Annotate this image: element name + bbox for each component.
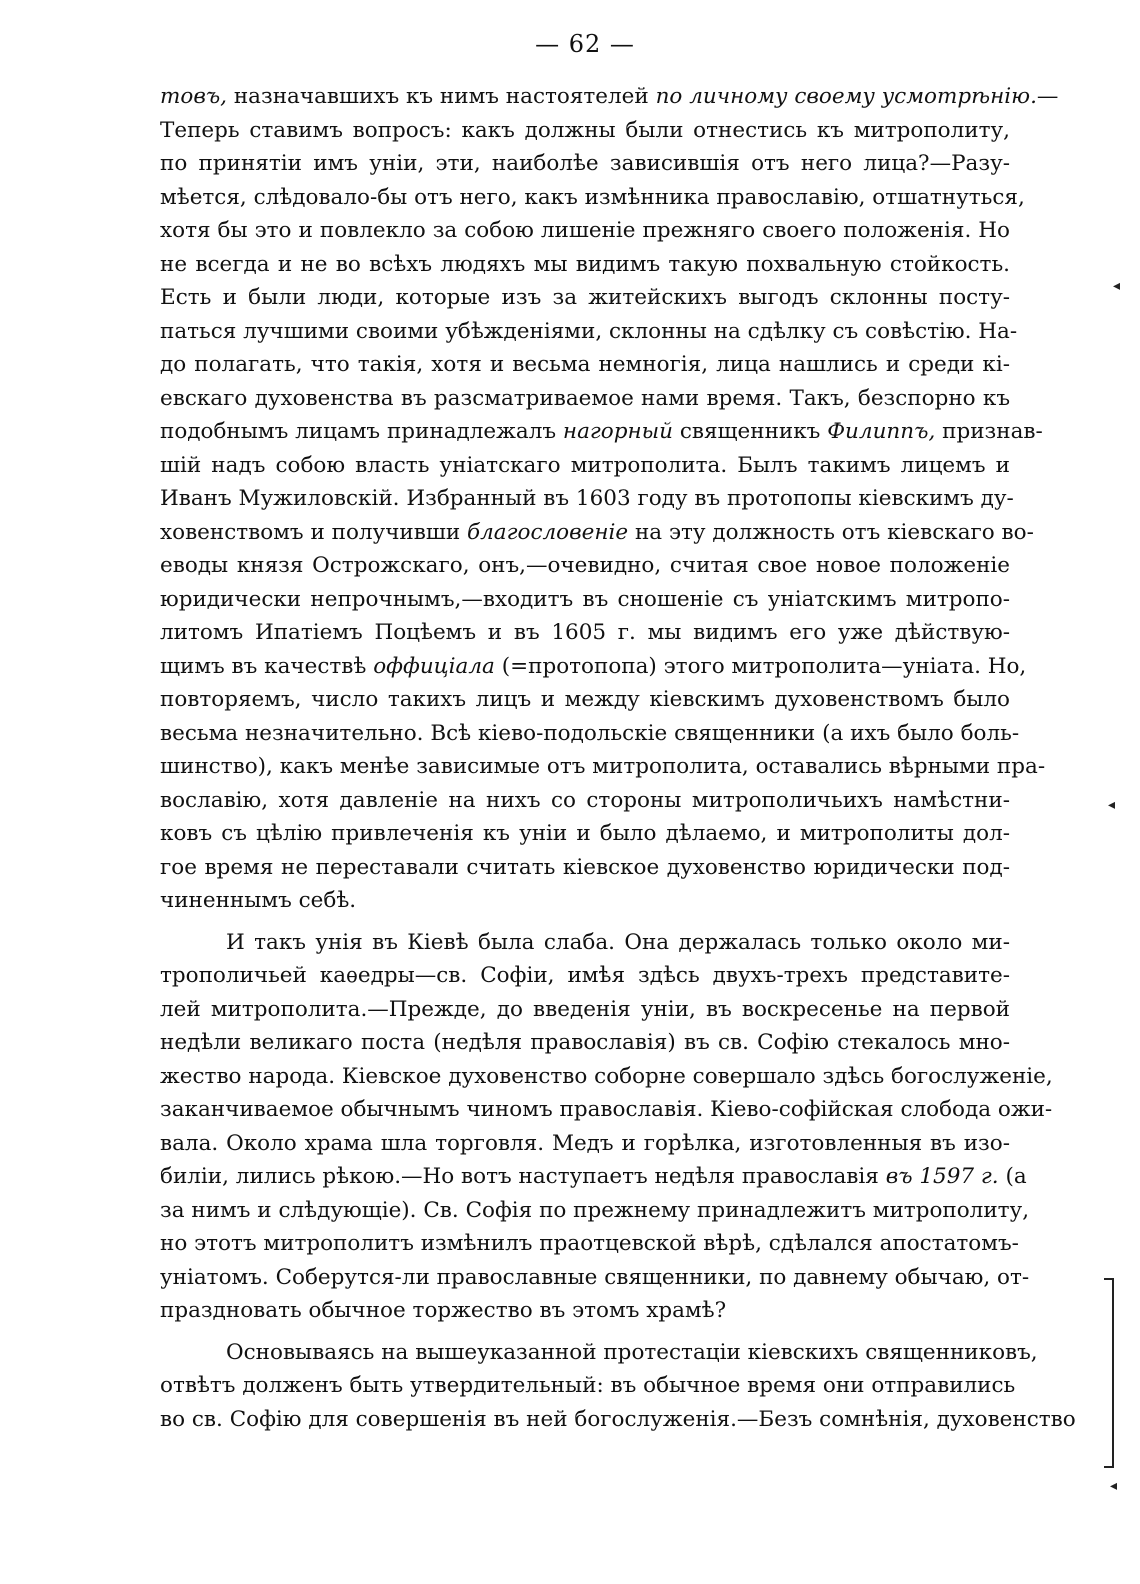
body-text <box>160 80 1076 1436</box>
margin-mark-icon: ◂ <box>1108 797 1116 813</box>
text-run: Теперь ставимъ вопросъ: какъ должны были отнестись къ митрополиту, <box>160 117 1010 143</box>
text-run: шій надъ собою власть уніатскаго митрополита. Былъ такимъ лицемъ и <box>160 452 1010 478</box>
text-run: признав- <box>935 419 1043 444</box>
text-line <box>160 1194 1030 1228</box>
text-line <box>160 482 1014 516</box>
text-line <box>160 650 1027 684</box>
paragraph <box>160 926 1053 1328</box>
italic-text: товъ, <box>160 84 228 109</box>
text-line <box>160 214 1010 248</box>
text-line <box>160 1369 1016 1403</box>
text-line <box>160 382 1010 416</box>
paragraph <box>160 80 1059 918</box>
text-run: трополичьей каѳедры—св. Софіи, имѣя здѣсь двухъ-трехъ представите- <box>160 963 1010 988</box>
text-run: но этотъ митрополитъ измѣнилъ праотцевской вѣрѣ, сдѣлался апостатомъ- <box>160 1231 1019 1256</box>
page-number: — 62 — <box>535 30 635 58</box>
text-line <box>160 851 1010 885</box>
margin-bracket-tick <box>1104 1278 1114 1280</box>
text-line <box>160 281 1010 315</box>
italic-text: благословеніе <box>467 519 629 545</box>
text-line <box>160 1127 1010 1161</box>
text-run: ковъ съ цѣлію привлеченія къ уніи и было дѣлаемо, и митрополиты дол- <box>160 821 1010 846</box>
text-run: гое время не переставали считать кіевское духовенство юридически под- <box>160 854 1010 880</box>
text-run: праздновать обычное торжество въ этомъ храмѣ? <box>160 1298 727 1323</box>
text-run: лей митрополита.—Прежде, до введенія уніи, въ воскресенье на первой <box>160 996 1010 1022</box>
text-line <box>160 784 1010 818</box>
text-run: весьма незначительно. Всѣ кіево-подольскіе священники (а ихъ было боль- <box>160 720 1020 746</box>
text-run: хотя бы это и повлекло за собою лишеніе прежняго своего положенія. Но <box>160 218 1010 243</box>
text-run: подобнымъ лицамъ принадлежалъ <box>160 419 563 444</box>
paragraph-gap <box>160 918 1010 926</box>
text-run: отвѣтъ долженъ быть утвердительный: въ обычное время они отправились <box>160 1373 1016 1398</box>
text-line <box>160 583 1010 617</box>
text-line <box>160 993 1010 1027</box>
text-run: юридически непрочнымъ,—входитъ въ сношеніе съ уніатскимъ митропо- <box>160 586 1010 612</box>
italic-text: оффиціала <box>373 653 495 679</box>
text-run: — <box>1036 84 1059 109</box>
text-run: евскаго духовенства въ разсматриваемое нами время. Такъ, безспорно къ <box>160 385 1010 411</box>
text-run: вославію, хотя давленіе на нихъ со стороны митрополичьихъ намѣстни- <box>160 787 1010 813</box>
text-run: мѣется, слѣдовало-бы отъ него, какъ измѣнника православію, отшатнуться, <box>160 184 1025 210</box>
text-run: до полагать, что такія, хотя и весьма немногія, лица нашлись и среди кі- <box>160 352 1010 377</box>
text-run: недѣли великаго поста (недѣля православія) въ св. Софію стекалось мно- <box>160 1030 1010 1055</box>
text-line <box>160 549 1010 583</box>
text-run: Основываясь на вышеуказанной протестаціи кіевскихъ священниковъ, <box>226 1339 1038 1365</box>
text-line <box>160 750 1046 784</box>
text-run: шинство), какъ менѣе зависимые отъ митрополита, оставались вѣрными пра- <box>160 754 1046 779</box>
text-line <box>160 1026 1010 1060</box>
text-line <box>160 1060 1053 1094</box>
text-line <box>160 348 1010 382</box>
text-line <box>160 1294 1010 1328</box>
text-line <box>160 926 1010 960</box>
paragraph-gap <box>160 1328 1010 1336</box>
text-run: литомъ Ипатіемъ Поцѣемъ и въ 1605 г. мы видимъ его уже дѣйствую- <box>160 620 1010 645</box>
text-run: по принятіи имъ уніи, эти, наиболѣе зависившія отъ него лица?—Разу- <box>160 151 1010 176</box>
text-line <box>160 114 1010 148</box>
text-line <box>160 1093 1053 1127</box>
text-line <box>160 248 1010 282</box>
text-run: чиненнымъ себѣ. <box>160 888 357 913</box>
text-line <box>160 80 1059 114</box>
text-line <box>160 147 1010 181</box>
text-line <box>160 181 1025 215</box>
text-run: ховенствомъ и получивши <box>160 519 467 545</box>
text-line <box>160 717 1020 751</box>
text-run: во св. Софію для совершенія въ ней богослуженія.—Безъ сомнѣнія, духовенство <box>160 1406 1076 1432</box>
text-line <box>160 817 1010 851</box>
text-line <box>160 1227 1019 1261</box>
text-run: щимъ въ качествѣ <box>160 653 374 679</box>
text-run: И такъ унія въ Кіевѣ была слаба. Она держалась только около ми- <box>226 929 1010 955</box>
text-run: еводы князя Острожскаго, онъ,—очевидно, считая свое новое положеніе <box>160 553 1010 578</box>
margin-bracket-tick <box>1104 1466 1114 1468</box>
text-line <box>160 1403 1076 1437</box>
text-line <box>160 683 1010 717</box>
margin-mark-icon: ◂ <box>1113 278 1121 294</box>
text-run: за нимъ и слѣдующіе). Св. Софія по прежнему принадлежитъ митрополиту, <box>160 1197 1030 1223</box>
text-run: заканчиваемое обычнымъ чиномъ православія. Кіево-софійская слобода ожи- <box>160 1097 1053 1122</box>
text-line <box>160 959 1010 993</box>
text-run: биліи, лились рѣкою.—Но вотъ наступаетъ недѣля православія <box>160 1164 886 1189</box>
text-line <box>160 1160 1027 1194</box>
text-run: назначавшихъ къ нимъ настоятелей <box>227 84 656 109</box>
text-line <box>160 449 1010 483</box>
text-run: повторяемъ, число такихъ лицъ и между кіевскимъ духовенствомъ было <box>160 687 1010 712</box>
text-run: (а <box>998 1164 1027 1189</box>
italic-text: въ 1597 г. <box>885 1164 999 1189</box>
text-line <box>160 1336 1038 1370</box>
text-line <box>160 415 1043 449</box>
text-line <box>160 315 1018 349</box>
text-run: Иванъ Мужиловскій. Избранный въ 1603 году въ протопопы кіевскимъ ду- <box>160 486 1014 511</box>
document-page <box>160 30 1076 1436</box>
paragraph <box>160 1336 1076 1437</box>
margin-bracket-line <box>1112 1278 1114 1468</box>
text-line <box>160 1261 1030 1295</box>
text-run: Есть и были люди, которые изъ за житейскихъ выгодъ склонны посту- <box>160 285 1010 310</box>
text-run: жество народа. Кіевское духовенство соборне совершало здѣсь богослуженіе, <box>160 1063 1053 1089</box>
text-line <box>160 516 1034 550</box>
margin-mark-icon: ◂ <box>1110 1478 1118 1494</box>
text-line <box>160 884 1010 918</box>
text-run: на эту должность отъ кіевскаго во- <box>628 519 1034 545</box>
text-run: паться лучшими своими убѣжденіями, склонны на сдѣлку съ совѣстію. На- <box>160 318 1018 344</box>
italic-text: Филиппъ, <box>827 419 936 444</box>
text-run: уніатомъ. Соберутся-ли православные священники, по давнему обычаю, от- <box>160 1264 1030 1290</box>
italic-text: по личному своему усмотрѣнію. <box>655 84 1037 109</box>
italic-text: нагорный <box>562 419 673 444</box>
text-line <box>160 616 1010 650</box>
text-run: (=протопопа) этого митрополита—уніата. Но, <box>494 653 1027 679</box>
text-run: священникъ <box>672 419 828 444</box>
text-run: вала. Около храма шла торговля. Медъ и горѣлка, изготовленныя въ изо- <box>160 1130 1010 1156</box>
text-run: не всегда и не во всѣхъ людяхъ мы видимъ такую похвальную стойкость. <box>160 251 1010 277</box>
